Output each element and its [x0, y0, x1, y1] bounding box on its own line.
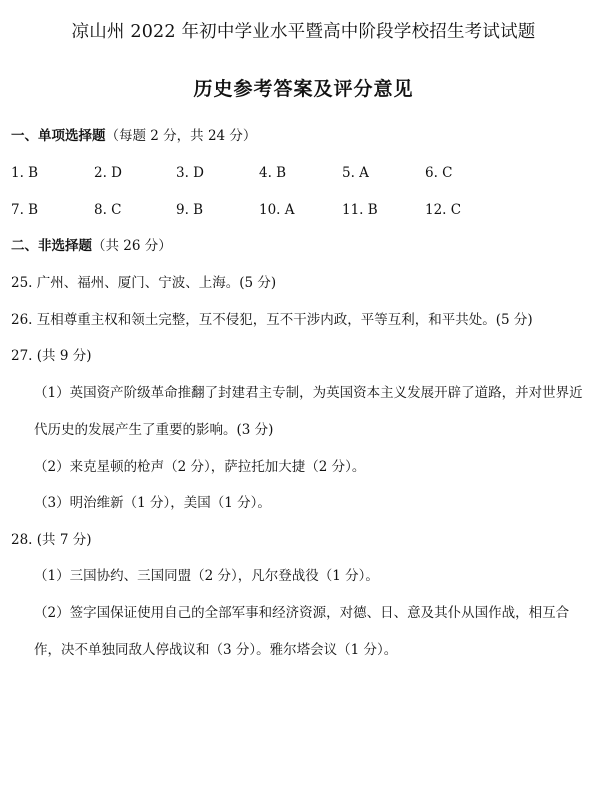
- mc-answer: 8. C: [94, 202, 122, 218]
- mc-answer: 1. B: [11, 165, 39, 181]
- answer-q28-2-line1: （2）签字国保证使用自己的全部军事和经济资源，对德、日、意及其仆从国作战，相互合: [34, 605, 570, 621]
- section1-heading: 一、单项选择题: [11, 128, 106, 144]
- exam-title: 凉山州 2022 年初中学业水平暨高中阶段学校招生考试试题: [71, 22, 536, 42]
- answer-q27-1-line2: 代历史的发展产生了重要的影响。(3 分): [34, 422, 274, 438]
- answer-q28-2-line2: 作，决不单独同敌人停战议和（3 分）。雅尔塔会议（1 分）。: [34, 642, 398, 658]
- question-28-header: 28. (共 7 分): [11, 532, 92, 548]
- section2-header: [11, 237, 172, 255]
- question-27-header: 27. (共 9 分): [11, 348, 92, 364]
- mc-answer: 5. A: [342, 165, 369, 181]
- answer-q27-2: （2）来克星顿的枪声（2 分），萨拉托加大捷（2 分）。: [34, 459, 366, 475]
- mc-answer: 7. B: [11, 202, 39, 218]
- mc-answer: 12. C: [425, 202, 462, 218]
- mc-answer: 6. C: [425, 165, 453, 181]
- mc-row-1: [11, 164, 571, 182]
- mc-answer: 9. B: [176, 202, 204, 218]
- mc-answer: 11. B: [342, 202, 378, 218]
- mc-answer: 4. B: [259, 165, 287, 181]
- section1-header: [11, 127, 256, 145]
- mc-answer: 2. D: [94, 165, 122, 181]
- mc-answer: 3. D: [176, 165, 204, 181]
- answer-q25: 25. 广州、福州、厦门、宁波、上海。(5 分): [11, 275, 277, 291]
- document-title: 历史参考答案及评分意见: [193, 78, 414, 100]
- mc-row-2: [11, 201, 571, 219]
- section1-note: （每题 2 分，共 24 分）: [105, 128, 257, 144]
- answer-q27-3: （3）明治维新（1 分），美国（1 分）。: [34, 495, 271, 511]
- answer-q28-1: （1）三国协约、三国同盟（2 分），凡尔登战役（1 分）。: [34, 568, 379, 584]
- section2-note: （共 26 分）: [92, 238, 172, 254]
- section2-heading: 二、非选择题: [11, 238, 92, 254]
- mc-answer: 10. A: [259, 202, 295, 218]
- answer-q27-1-line1: （1）英国资产阶级革命推翻了封建君主专制，为英国资本主义发展开辟了道路，并对世界近: [34, 385, 583, 401]
- answer-q26: 26. 互相尊重主权和领土完整，互不侵犯，互不干涉内政，平等互利，和平共处。(5 分): [11, 312, 533, 328]
